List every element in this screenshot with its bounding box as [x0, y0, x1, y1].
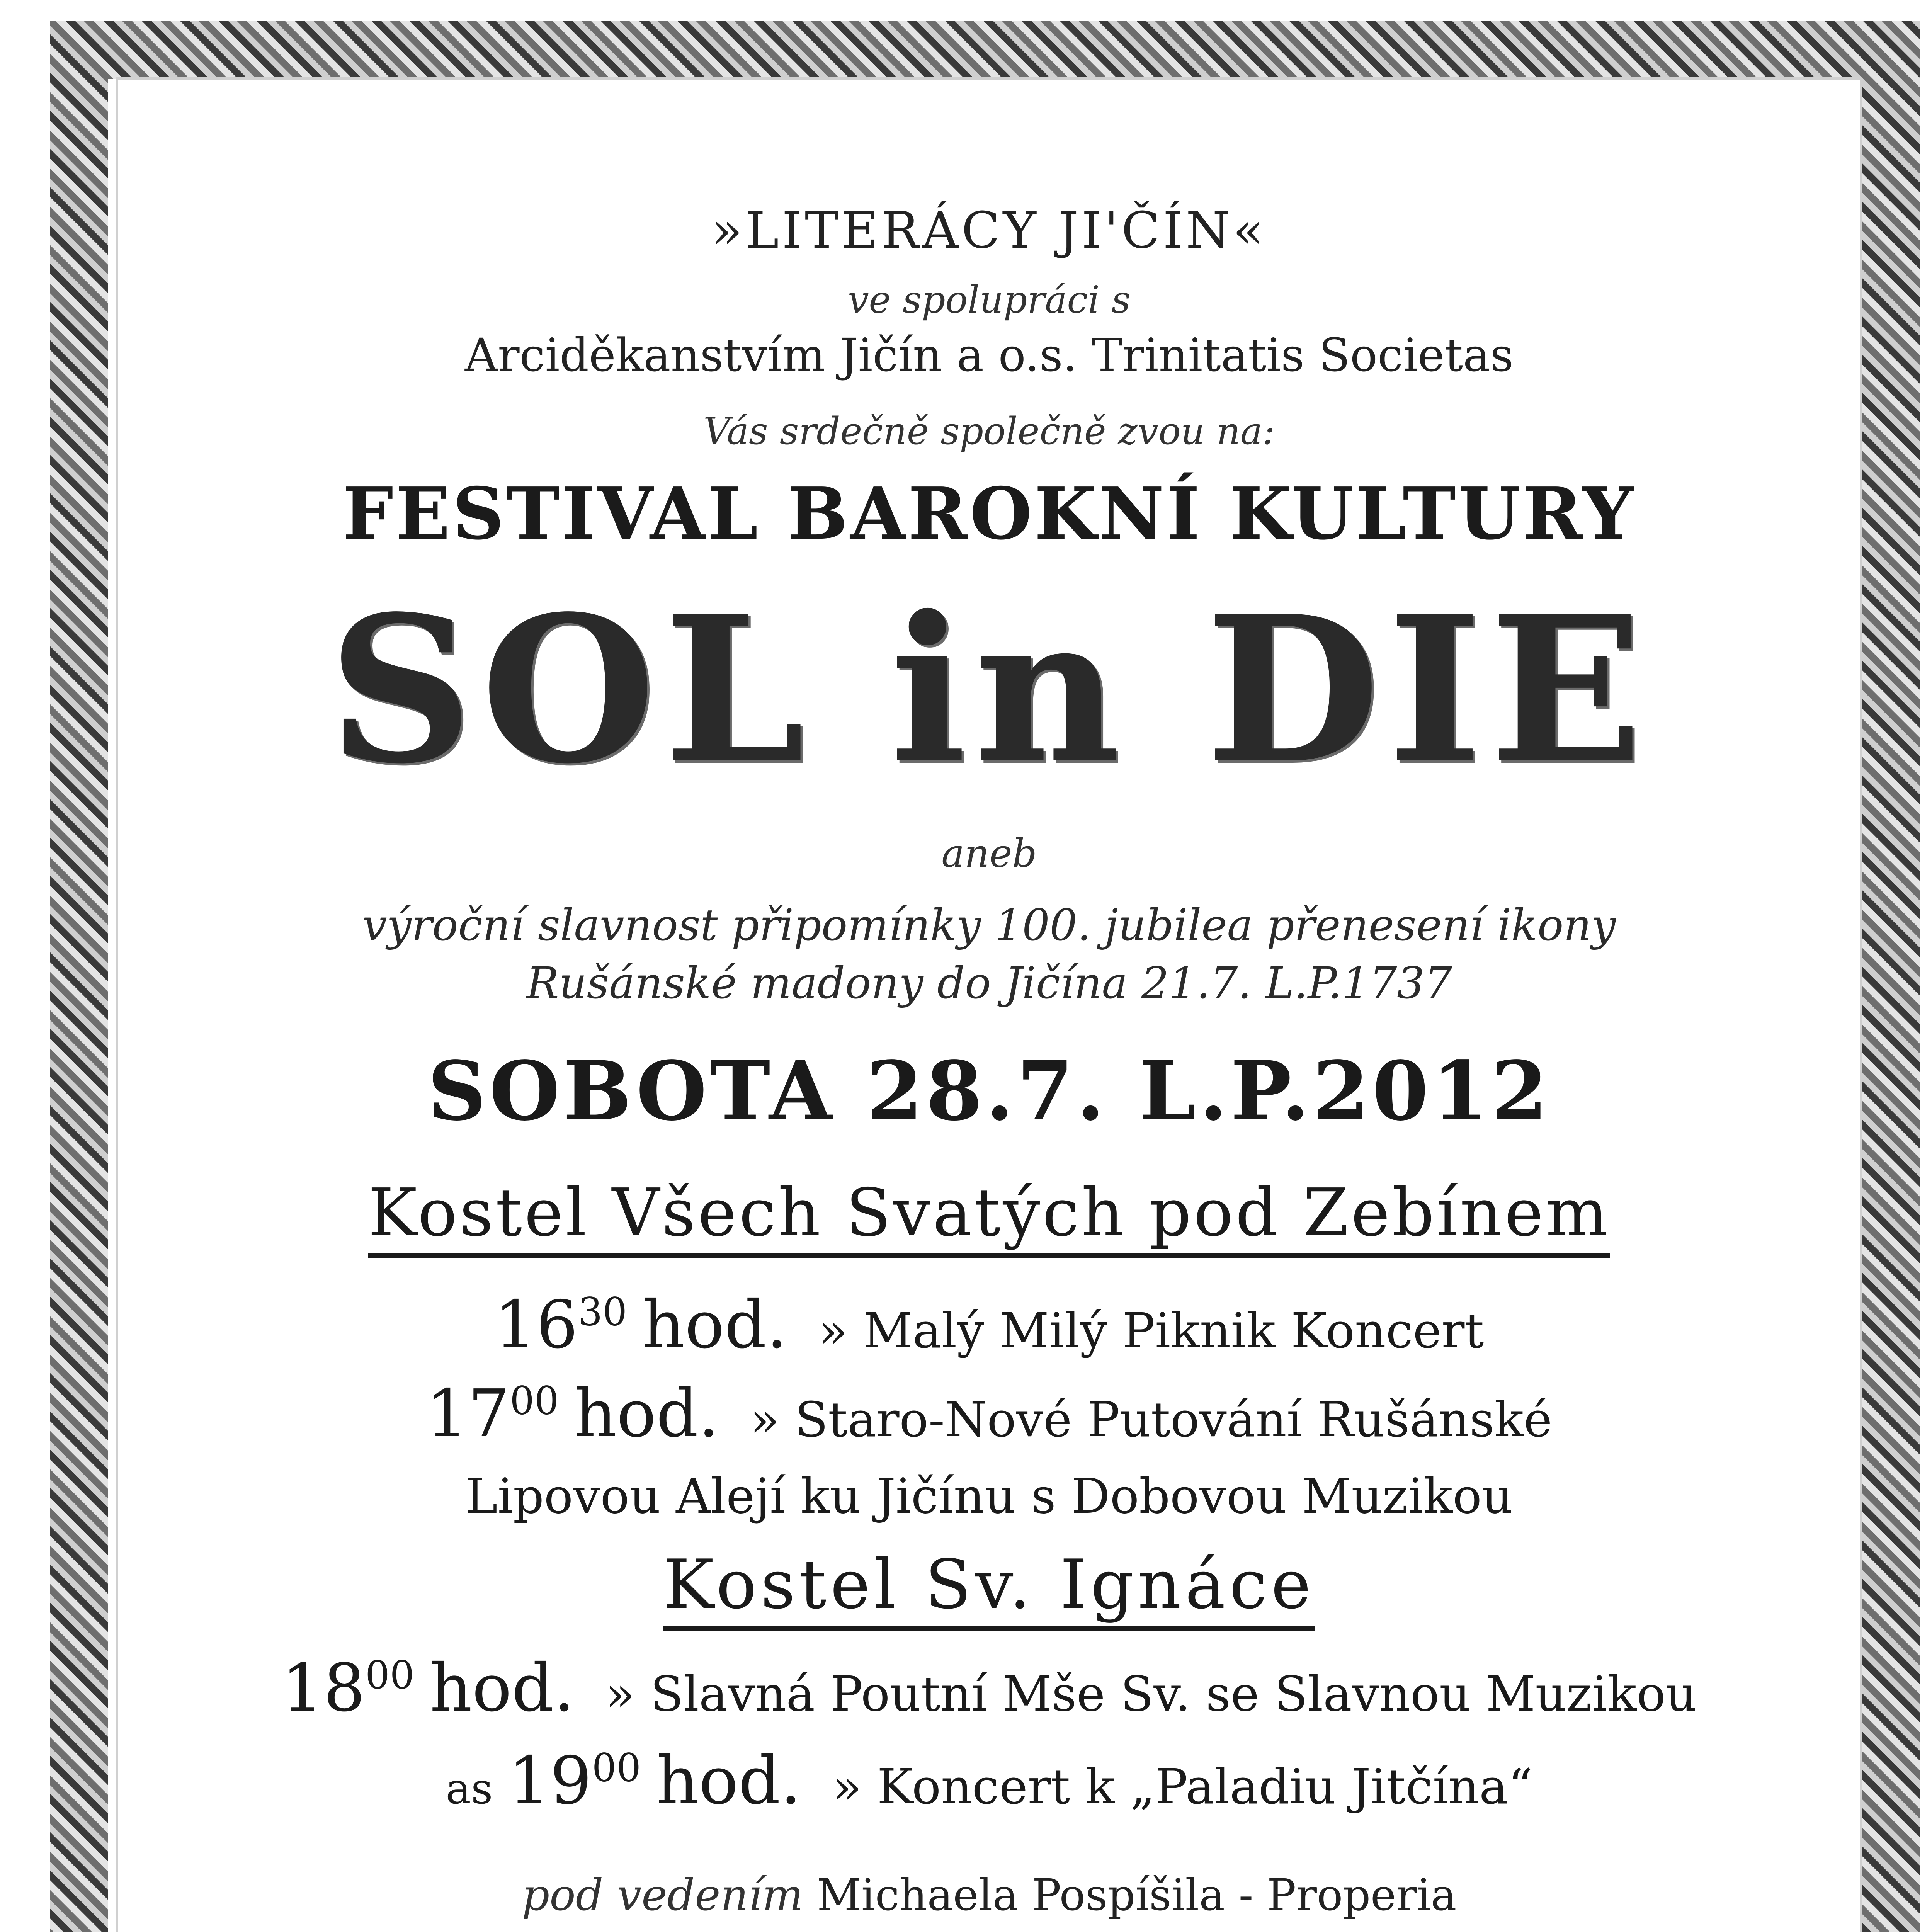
venue-2-name: Kostel Sv. Ignáce — [663, 1546, 1315, 1631]
partners-text: Arciděkanstvím Jičín a o.s. Trinitatis Societas — [464, 328, 1514, 382]
organizer-title: »LITERÁCY JI'ČÍN« — [711, 201, 1267, 260]
director-prefix: pod vedením — [522, 1870, 803, 1920]
anniversary-line-2: Rušánské madony do Jičína 21.7. L.P.1737 — [526, 958, 1452, 1009]
festival-title: FESTIVAL BAROKNÍ KULTURY — [342, 471, 1636, 556]
time: $18^{00}$ — [281, 1650, 415, 1726]
schedule-item — [116, 1650, 1862, 1726]
hod-label: hod. — [656, 1743, 801, 1819]
venue-1-name: Kostel Všech Svatých pod Zebínem — [368, 1175, 1611, 1258]
venue-2-heading — [116, 1546, 1862, 1624]
festival-name: SOL in DIE — [328, 572, 1651, 808]
schedule-desc: » Koncert k „Paladiu Jitčína“ — [832, 1759, 1533, 1815]
time: $19^{00}$ — [508, 1743, 641, 1819]
schedule-item — [116, 1743, 1862, 1819]
hod-label: hod. — [574, 1376, 719, 1452]
director-name: Michaela Pospíšila - Properia — [817, 1870, 1457, 1920]
time: $17^{00}$ — [426, 1376, 559, 1452]
as-prefix: as — [446, 1764, 493, 1813]
schedule-item — [116, 1287, 1862, 1363]
schedule-item — [116, 1376, 1862, 1452]
director-line — [116, 1870, 1862, 1920]
schedule-desc: » Staro-Nové Putování Rušánské — [750, 1392, 1553, 1448]
anniversary-line-1: výroční slavnost připomínky 100. jubilea přenesení ikony — [362, 900, 1616, 951]
schedule-continuation: Lipovou Alejí ku Jičínu s Dobovou Muzikou — [465, 1468, 1513, 1524]
venue-1-heading — [116, 1175, 1862, 1251]
hod-label: hod. — [642, 1287, 787, 1363]
schedule-desc: » Slavná Poutní Mše Sv. se Slavnou Muzikou — [605, 1666, 1697, 1722]
aneb-text: aneb — [941, 831, 1037, 876]
event-date: SOBOTA 28.7. L.P.2012 — [427, 1043, 1551, 1139]
hod-label: hod. — [430, 1650, 575, 1726]
cooperation-text: ve spolupráci s — [848, 278, 1131, 321]
time: $16^{30}$ — [494, 1287, 627, 1363]
invite-text: Vás srdečně společně zvou na: — [703, 410, 1275, 453]
schedule-desc: » Malý Milý Piknik Koncert — [818, 1303, 1484, 1359]
